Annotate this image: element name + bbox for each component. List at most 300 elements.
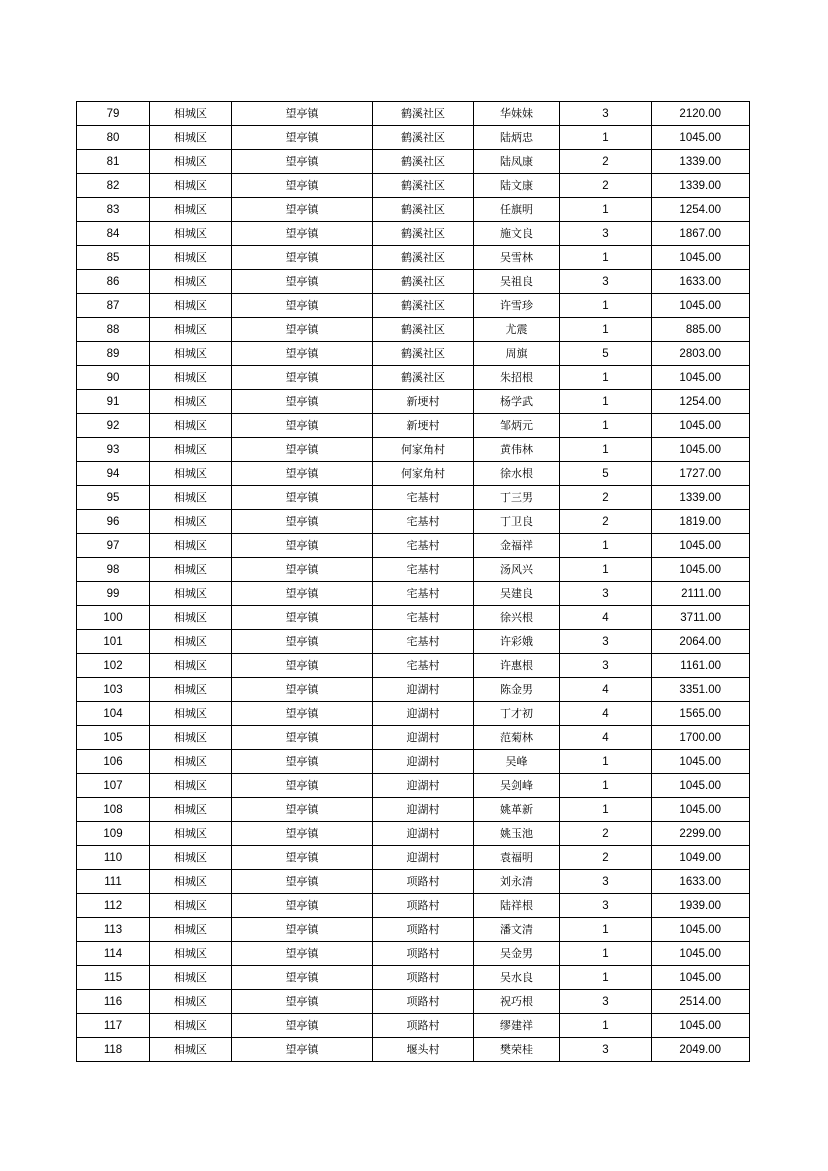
cell-household-count: 1 [560,966,652,990]
cell-village: 项路村 [373,1014,474,1038]
cell-amount: 1045.00 [652,918,750,942]
cell-village: 迎湖村 [373,846,474,870]
cell-amount: 1700.00 [652,726,750,750]
cell-district: 相城区 [150,510,232,534]
cell-name: 潘文清 [474,918,560,942]
table-row [77,390,750,414]
cell-district: 相城区 [150,846,232,870]
cell-village: 鹤溪社区 [373,270,474,294]
table-row [77,726,750,750]
cell-town: 望亭镇 [232,510,373,534]
cell-number: 95 [77,486,150,510]
cell-name: 吴峰 [474,750,560,774]
cell-village: 鹤溪社区 [373,294,474,318]
cell-district: 相城区 [150,270,232,294]
cell-number: 98 [77,558,150,582]
cell-village: 鹤溪社区 [373,366,474,390]
cell-town: 望亭镇 [232,822,373,846]
cell-district: 相城区 [150,798,232,822]
cell-name: 吴剑峰 [474,774,560,798]
cell-district: 相城区 [150,1014,232,1038]
cell-village: 迎湖村 [373,798,474,822]
cell-household-count: 2 [560,846,652,870]
table-row [77,486,750,510]
cell-number: 116 [77,990,150,1014]
cell-town: 望亭镇 [232,630,373,654]
cell-number: 100 [77,606,150,630]
cell-household-count: 3 [560,582,652,606]
cell-number: 108 [77,798,150,822]
cell-town: 望亭镇 [232,534,373,558]
cell-town: 望亭镇 [232,582,373,606]
cell-amount: 1339.00 [652,150,750,174]
cell-district: 相城区 [150,582,232,606]
cell-village: 鹤溪社区 [373,150,474,174]
cell-name: 樊荣桂 [474,1038,560,1062]
cell-district: 相城区 [150,414,232,438]
cell-district: 相城区 [150,966,232,990]
cell-household-count: 1 [560,750,652,774]
cell-town: 望亭镇 [232,246,373,270]
cell-village: 新埂村 [373,390,474,414]
cell-name: 缪建祥 [474,1014,560,1038]
cell-number: 115 [77,966,150,990]
cell-village: 项路村 [373,990,474,1014]
data-table [76,101,750,1062]
cell-household-count: 1 [560,366,652,390]
cell-name: 邹炳元 [474,414,560,438]
cell-household-count: 1 [560,126,652,150]
cell-district: 相城区 [150,678,232,702]
table-row [77,702,750,726]
cell-household-count: 5 [560,462,652,486]
table-row [77,990,750,1014]
cell-household-count: 1 [560,942,652,966]
cell-name: 姚玉池 [474,822,560,846]
table-row [77,462,750,486]
cell-amount: 1045.00 [652,750,750,774]
cell-amount: 1045.00 [652,1014,750,1038]
cell-village: 何家角村 [373,462,474,486]
cell-district: 相城区 [150,462,232,486]
cell-town: 望亭镇 [232,990,373,1014]
cell-town: 望亭镇 [232,894,373,918]
cell-district: 相城区 [150,774,232,798]
cell-household-count: 3 [560,630,652,654]
cell-village: 宅基村 [373,510,474,534]
table-row [77,318,750,342]
cell-number: 81 [77,150,150,174]
cell-town: 望亭镇 [232,102,373,126]
cell-town: 望亭镇 [232,270,373,294]
cell-district: 相城区 [150,198,232,222]
cell-name: 朱招根 [474,366,560,390]
cell-amount: 1254.00 [652,198,750,222]
cell-amount: 1045.00 [652,534,750,558]
cell-district: 相城区 [150,654,232,678]
cell-town: 望亭镇 [232,462,373,486]
cell-district: 相城区 [150,558,232,582]
cell-name: 华妹妹 [474,102,560,126]
cell-name: 许惠根 [474,654,560,678]
cell-household-count: 1 [560,558,652,582]
cell-town: 望亭镇 [232,678,373,702]
cell-number: 99 [77,582,150,606]
cell-name: 陆炳忠 [474,126,560,150]
cell-name: 吴建良 [474,582,560,606]
cell-name: 吴雪林 [474,246,560,270]
cell-name: 袁福明 [474,846,560,870]
cell-household-count: 2 [560,510,652,534]
table-row [77,966,750,990]
cell-village: 迎湖村 [373,702,474,726]
cell-household-count: 2 [560,150,652,174]
table-row [77,270,750,294]
cell-amount: 1045.00 [652,966,750,990]
cell-number: 96 [77,510,150,534]
cell-amount: 2299.00 [652,822,750,846]
table-row [77,150,750,174]
cell-district: 相城区 [150,102,232,126]
cell-household-count: 3 [560,102,652,126]
cell-name: 许彩娥 [474,630,560,654]
cell-village: 堰头村 [373,1038,474,1062]
cell-number: 89 [77,342,150,366]
cell-number: 90 [77,366,150,390]
cell-number: 118 [77,1038,150,1062]
cell-village: 迎湖村 [373,822,474,846]
cell-name: 周旗 [474,342,560,366]
cell-household-count: 3 [560,270,652,294]
table-row [77,918,750,942]
table-row [77,126,750,150]
table-row [77,558,750,582]
cell-village: 宅基村 [373,654,474,678]
cell-village: 迎湖村 [373,726,474,750]
cell-household-count: 1 [560,1014,652,1038]
cell-household-count: 3 [560,1038,652,1062]
cell-amount: 1045.00 [652,126,750,150]
cell-household-count: 2 [560,486,652,510]
cell-district: 相城区 [150,342,232,366]
cell-amount: 1045.00 [652,294,750,318]
cell-amount: 1819.00 [652,510,750,534]
cell-amount: 1254.00 [652,390,750,414]
cell-district: 相城区 [150,630,232,654]
table-row [77,222,750,246]
cell-town: 望亭镇 [232,342,373,366]
cell-town: 望亭镇 [232,366,373,390]
cell-number: 91 [77,390,150,414]
cell-town: 望亭镇 [232,294,373,318]
cell-name: 丁才初 [474,702,560,726]
cell-town: 望亭镇 [232,126,373,150]
cell-district: 相城区 [150,822,232,846]
cell-household-count: 1 [560,534,652,558]
cell-amount: 1633.00 [652,870,750,894]
cell-village: 项路村 [373,918,474,942]
cell-amount: 2803.00 [652,342,750,366]
cell-district: 相城区 [150,438,232,462]
cell-number: 88 [77,318,150,342]
cell-district: 相城区 [150,246,232,270]
cell-number: 101 [77,630,150,654]
table-row [77,534,750,558]
cell-number: 105 [77,726,150,750]
cell-village: 鹤溪社区 [373,174,474,198]
cell-name: 陈金男 [474,678,560,702]
table-row [77,678,750,702]
cell-amount: 1565.00 [652,702,750,726]
cell-village: 新埂村 [373,414,474,438]
cell-name: 金福祥 [474,534,560,558]
cell-village: 宅基村 [373,582,474,606]
cell-number: 117 [77,1014,150,1038]
table-row [77,342,750,366]
cell-village: 迎湖村 [373,750,474,774]
cell-village: 项路村 [373,870,474,894]
cell-household-count: 5 [560,342,652,366]
cell-number: 103 [77,678,150,702]
cell-number: 104 [77,702,150,726]
cell-number: 86 [77,270,150,294]
cell-district: 相城区 [150,1038,232,1062]
cell-town: 望亭镇 [232,1038,373,1062]
cell-amount: 1339.00 [652,174,750,198]
cell-town: 望亭镇 [232,774,373,798]
cell-district: 相城区 [150,150,232,174]
cell-village: 迎湖村 [373,774,474,798]
cell-village: 宅基村 [373,558,474,582]
cell-number: 80 [77,126,150,150]
cell-household-count: 1 [560,414,652,438]
cell-amount: 1633.00 [652,270,750,294]
cell-number: 92 [77,414,150,438]
cell-number: 97 [77,534,150,558]
cell-village: 鹤溪社区 [373,246,474,270]
cell-town: 望亭镇 [232,198,373,222]
cell-town: 望亭镇 [232,966,373,990]
cell-amount: 1045.00 [652,246,750,270]
table-row [77,510,750,534]
table-row [77,942,750,966]
table-row [77,870,750,894]
cell-district: 相城区 [150,726,232,750]
cell-village: 宅基村 [373,486,474,510]
table-row [77,750,750,774]
cell-name: 黄伟林 [474,438,560,462]
table-row [77,630,750,654]
table-row [77,438,750,462]
cell-town: 望亭镇 [232,942,373,966]
table-row [77,654,750,678]
cell-name: 许雪珍 [474,294,560,318]
cell-district: 相城区 [150,174,232,198]
cell-town: 望亭镇 [232,606,373,630]
cell-household-count: 1 [560,438,652,462]
cell-village: 鹤溪社区 [373,102,474,126]
cell-district: 相城区 [150,750,232,774]
cell-village: 宅基村 [373,534,474,558]
cell-amount: 2064.00 [652,630,750,654]
cell-amount: 1045.00 [652,798,750,822]
cell-household-count: 3 [560,894,652,918]
cell-town: 望亭镇 [232,222,373,246]
cell-town: 望亭镇 [232,414,373,438]
cell-village: 宅基村 [373,630,474,654]
cell-household-count: 1 [560,774,652,798]
table-row [77,1038,750,1062]
table-row [77,102,750,126]
cell-number: 87 [77,294,150,318]
cell-village: 项路村 [373,966,474,990]
table-row [77,198,750,222]
cell-household-count: 1 [560,294,652,318]
cell-name: 尤震 [474,318,560,342]
table-body [77,102,750,1062]
cell-name: 吴水良 [474,966,560,990]
cell-town: 望亭镇 [232,846,373,870]
cell-number: 110 [77,846,150,870]
cell-name: 刘永清 [474,870,560,894]
cell-district: 相城区 [150,894,232,918]
cell-district: 相城区 [150,870,232,894]
cell-district: 相城区 [150,390,232,414]
cell-number: 109 [77,822,150,846]
cell-number: 107 [77,774,150,798]
cell-district: 相城区 [150,534,232,558]
cell-number: 83 [77,198,150,222]
cell-number: 93 [77,438,150,462]
table-row [77,582,750,606]
cell-town: 望亭镇 [232,174,373,198]
cell-number: 85 [77,246,150,270]
cell-household-count: 1 [560,918,652,942]
cell-household-count: 2 [560,822,652,846]
cell-household-count: 1 [560,390,652,414]
cell-town: 望亭镇 [232,486,373,510]
cell-village: 鹤溪社区 [373,222,474,246]
cell-name: 陆文康 [474,174,560,198]
cell-name: 徐兴根 [474,606,560,630]
table-row [77,774,750,798]
cell-town: 望亭镇 [232,654,373,678]
cell-town: 望亭镇 [232,390,373,414]
cell-amount: 885.00 [652,318,750,342]
cell-name: 吴祖良 [474,270,560,294]
cell-amount: 1939.00 [652,894,750,918]
cell-name: 丁卫良 [474,510,560,534]
cell-amount: 1045.00 [652,774,750,798]
cell-household-count: 4 [560,678,652,702]
cell-number: 79 [77,102,150,126]
cell-number: 112 [77,894,150,918]
cell-district: 相城区 [150,942,232,966]
cell-household-count: 1 [560,318,652,342]
cell-amount: 1049.00 [652,846,750,870]
cell-household-count: 3 [560,870,652,894]
cell-number: 82 [77,174,150,198]
cell-amount: 1045.00 [652,438,750,462]
cell-name: 陆祥根 [474,894,560,918]
cell-name: 祝巧根 [474,990,560,1014]
cell-village: 项路村 [373,894,474,918]
cell-name: 丁三男 [474,486,560,510]
table-row [77,174,750,198]
cell-household-count: 4 [560,606,652,630]
cell-amount: 1727.00 [652,462,750,486]
cell-amount: 1045.00 [652,414,750,438]
table-row [77,798,750,822]
cell-number: 94 [77,462,150,486]
cell-amount: 1045.00 [652,558,750,582]
cell-amount: 1339.00 [652,486,750,510]
cell-district: 相城区 [150,606,232,630]
cell-name: 施文良 [474,222,560,246]
cell-village: 迎湖村 [373,678,474,702]
cell-name: 范菊林 [474,726,560,750]
cell-town: 望亭镇 [232,318,373,342]
cell-village: 项路村 [373,942,474,966]
table-row [77,606,750,630]
cell-town: 望亭镇 [232,702,373,726]
cell-number: 114 [77,942,150,966]
cell-village: 鹤溪社区 [373,318,474,342]
cell-village: 宅基村 [373,606,474,630]
cell-name: 姚革新 [474,798,560,822]
table-row [77,294,750,318]
cell-name: 吴金男 [474,942,560,966]
cell-district: 相城区 [150,126,232,150]
cell-town: 望亭镇 [232,558,373,582]
cell-town: 望亭镇 [232,726,373,750]
cell-village: 鹤溪社区 [373,342,474,366]
cell-district: 相城区 [150,318,232,342]
cell-district: 相城区 [150,366,232,390]
table-row [77,366,750,390]
cell-town: 望亭镇 [232,918,373,942]
cell-village: 何家角村 [373,438,474,462]
cell-name: 任旗明 [474,198,560,222]
cell-household-count: 1 [560,798,652,822]
cell-amount: 3711.00 [652,606,750,630]
table-row [77,894,750,918]
table-row [77,822,750,846]
cell-town: 望亭镇 [232,1014,373,1038]
cell-town: 望亭镇 [232,150,373,174]
cell-town: 望亭镇 [232,870,373,894]
cell-number: 102 [77,654,150,678]
cell-name: 徐水根 [474,462,560,486]
cell-number: 113 [77,918,150,942]
cell-household-count: 3 [560,654,652,678]
cell-amount: 2120.00 [652,102,750,126]
table-row [77,1014,750,1038]
cell-town: 望亭镇 [232,798,373,822]
cell-number: 106 [77,750,150,774]
cell-household-count: 4 [560,702,652,726]
cell-district: 相城区 [150,702,232,726]
cell-amount: 2049.00 [652,1038,750,1062]
cell-name: 陆凤康 [474,150,560,174]
cell-name: 汤风兴 [474,558,560,582]
cell-household-count: 1 [560,198,652,222]
cell-amount: 2514.00 [652,990,750,1014]
cell-amount: 3351.00 [652,678,750,702]
cell-amount: 1161.00 [652,654,750,678]
cell-household-count: 1 [560,246,652,270]
cell-amount: 1045.00 [652,942,750,966]
